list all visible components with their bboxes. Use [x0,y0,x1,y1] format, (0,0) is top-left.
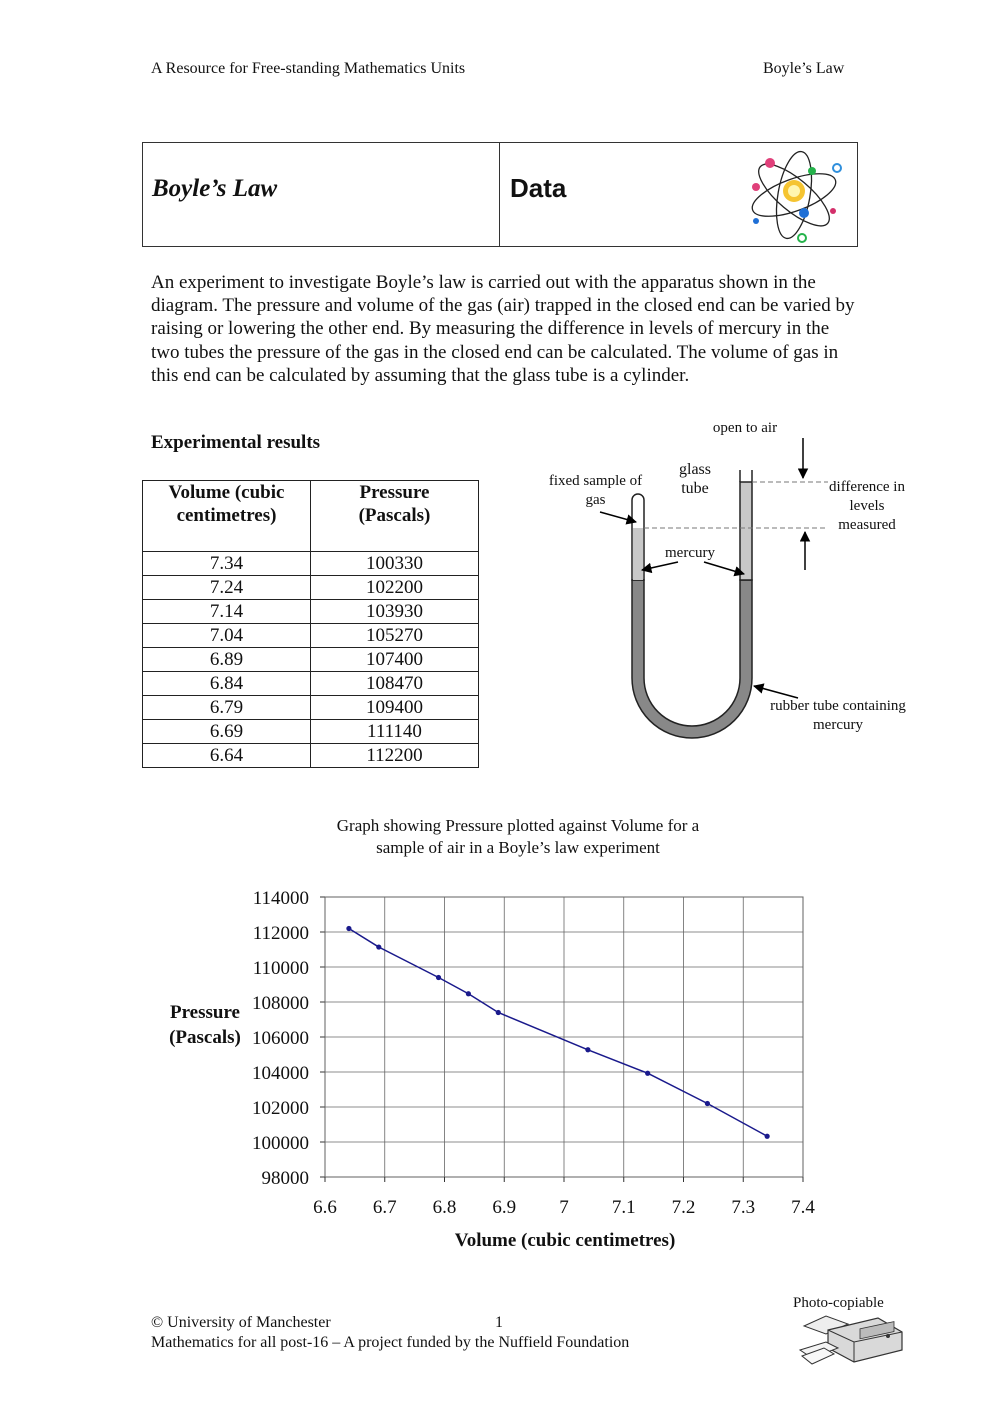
volume-header: Volume (cubic centimetres) [143,481,311,552]
pressure-header: Pressure (Pascals) [311,481,479,552]
data-point [376,944,381,949]
y-tick-label: 108000 [252,993,309,1014]
data-point [585,1047,590,1052]
y-tick-label: 106000 [252,1028,309,1049]
header-right: Boyle’s Law [763,60,845,77]
pressure-cell: 112200 [311,744,479,768]
volume-cell: 6.79 [143,696,311,720]
volume-cell: 7.34 [143,552,311,576]
volume-cell: 6.89 [143,648,311,672]
table-row [143,600,479,624]
table-header-row [143,481,479,552]
table-row [143,744,479,768]
y-tick-label: 98000 [261,1168,309,1189]
volume-cell: 6.84 [143,672,311,696]
pressure-cell: 102200 [311,576,479,600]
fixed-sample-arrow [600,512,636,522]
footer-copyright: © University of Manchester [151,1314,331,1331]
x-tick-label: 6.7 [372,1197,397,1218]
fixed-sample-label: fixed sample of gas [548,473,643,508]
mercury-label: mercury [665,545,715,561]
table-row [143,552,479,576]
footer-project: Mathematics for all post-16 – A project funded by the Nuffield Foundation [151,1334,630,1351]
pressure-cell: 105270 [311,624,479,648]
title-divider [499,143,500,246]
table-row [143,576,479,600]
u-tube [632,580,752,738]
open-to-air-label: open to air [712,420,778,436]
x-tick-label: 7 [559,1197,569,1218]
table-row [143,648,479,672]
left-tube-grey-zone [633,528,643,580]
x-tick-label: 7.3 [731,1197,756,1218]
photocopier-icon [798,1312,906,1368]
results-title: Experimental results [151,432,321,453]
right-tube [740,482,752,580]
title-box [142,142,858,247]
pressure-volume-chart [230,880,840,1220]
x-tick-label: 6.8 [432,1197,457,1218]
volume-cell: 7.14 [143,600,311,624]
data-point [496,1010,501,1015]
y-tick-label: 110000 [252,958,309,979]
photocopiable-label: Photo-copiable [793,1295,884,1311]
table-row [143,720,479,744]
pressure-cell: 100330 [311,552,479,576]
mercury-arrow-right [704,562,744,574]
pressure-cell: 108470 [311,672,479,696]
header-left: A Resource for Free-standing Mathematics Units [151,60,466,77]
y-tick-label: 114000 [252,888,309,909]
volume-cell: 6.64 [143,744,311,768]
y-tick-label: 102000 [252,1098,309,1119]
x-tick-label: 7.4 [791,1197,815,1218]
x-tick-label: 7.2 [671,1197,696,1218]
x-tick-label: 6.6 [313,1197,337,1218]
atom-icon [746,147,846,243]
y-tick-labels [252,888,309,1189]
glass-tube-label: glass tube [679,461,711,497]
table-row [143,672,479,696]
data-point [436,975,441,980]
volume-cell: 7.04 [143,624,311,648]
y-tick-label: 112000 [252,923,309,944]
volume-cell: 7.24 [143,576,311,600]
table-row [143,696,479,720]
mercury-arrow-left [642,562,678,570]
pressure-cell: 103930 [311,600,479,624]
y-tick-label: 104000 [252,1063,309,1084]
page-number: 1 [495,1314,503,1331]
volume-cell: 6.69 [143,720,311,744]
difference-label: difference in levels measured [829,479,905,533]
section-label: Data [510,173,567,203]
y-tick-label: 100000 [252,1133,309,1154]
unit-title: Boyle’s Law [152,175,278,202]
table-row [143,624,479,648]
pressure-cell: 109400 [311,696,479,720]
intro-paragraph: An experiment to investigate Boyle’s law is carried out with the apparatus shown in the diagram. The pressure and volume of the gas (air) trapped in the closed end can be varied by raising or lowering the other end. By measuring the difference in levels of mercury in the two tubes the pressure of the gas in the closed end can be calculated. The volume of gas in this end can be calculated by assuming that the glass tube is a cylinder. [151,272,855,386]
pressure-cell: 111140 [311,720,479,744]
y-axis-label: Pressure (Pascals) [169,1002,241,1048]
results-table [142,480,479,768]
data-point [466,991,471,996]
chart-title: Graph showing Pressure plotted against Volume for a sample of air in a Boyle’s law experiment [336,816,700,857]
pressure-cell: 107400 [311,648,479,672]
x-axis-label: Volume (cubic centimetres) [454,1230,676,1251]
data-point [645,1071,650,1076]
rubber-tube-label: rubber tube containing mercury [770,698,906,733]
data-point [765,1134,770,1139]
data-point [346,926,351,931]
data-point [705,1101,710,1106]
x-tick-label: 6.9 [492,1197,517,1218]
x-tick-labels [313,1197,815,1218]
x-tick-label: 7.1 [611,1197,636,1218]
